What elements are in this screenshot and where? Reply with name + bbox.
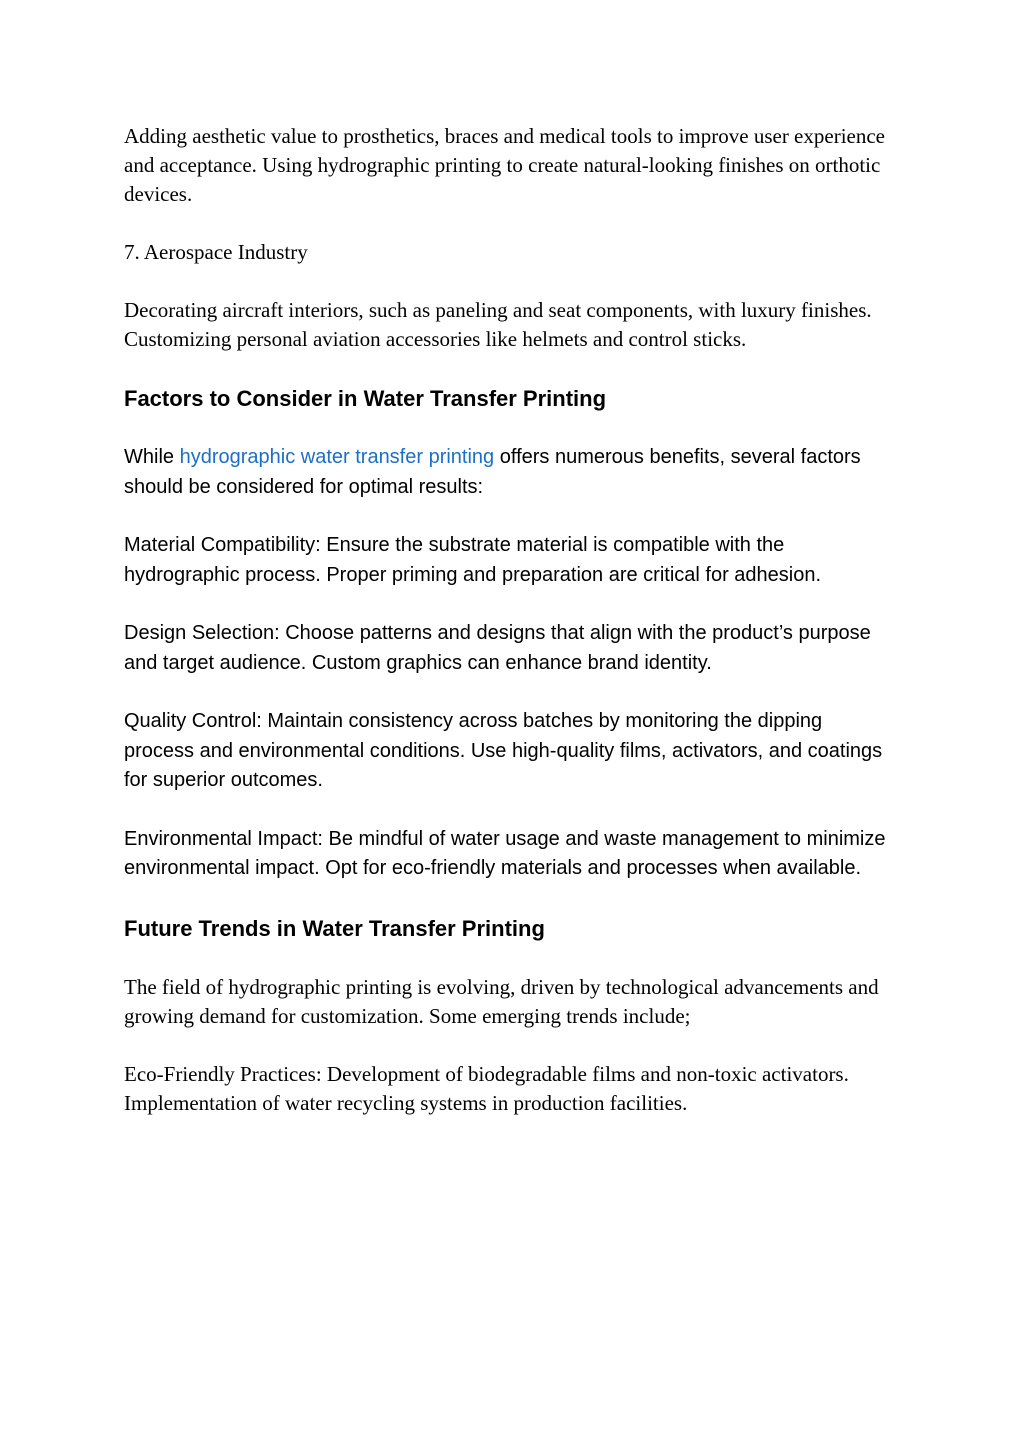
paragraph-factors-intro xyxy=(124,443,894,502)
intro-text-after: offers numerous benefits, several factors should be considered for optimal results: xyxy=(124,446,861,498)
paragraph-trends-intro: The field of hydrographic printing is evolving, driven by technological advancements and growing demand for customization. Some emerging trends include; xyxy=(124,974,879,1028)
list-item-aerospace: 7. Aerospace Industry xyxy=(124,240,308,264)
paragraph-quality-control: Quality Control: Maintain consistency across batches by monitoring the dipping process and environmental conditions. Use high-quality films, activators, and coatings for superior outcomes. xyxy=(124,710,883,791)
paragraph-eco-friendly: Eco-Friendly Practices: Development of biodegradable films and non-toxic activators. Implementation of water recycling systems in production facilities. xyxy=(124,1061,849,1115)
heading-future-trends: Future Trends in Water Transfer Printing xyxy=(124,915,545,941)
paragraph-environmental-impact: Environmental Impact: Be mindful of water usage and waste management to minimize environmental impact. Opt for eco-friendly materials and processes when available. xyxy=(124,827,886,879)
intro-text-before: While xyxy=(124,446,180,468)
heading-factors: Factors to Consider in Water Transfer Printing xyxy=(124,386,607,411)
document-page xyxy=(124,122,894,1118)
paragraph-material-compatibility: Material Compatibility: Ensure the substrate material is compatible with the hydrographic process. Proper priming and preparation are critical for adhesion. xyxy=(124,534,822,586)
hydrographic-printing-link[interactable]: hydrographic water transfer printing xyxy=(179,446,495,468)
paragraph-prosthetics: Adding aesthetic value to prosthetics, braces and medical tools to improve user experience and acceptance. Using hydrographic printing to create natural-looking finishes on orthotic devices. xyxy=(124,124,885,206)
paragraph-aerospace: Decorating aircraft interiors, such as paneling and seat components, with luxury finishes. Customizing personal aviation accessories like helmets and control sticks. xyxy=(124,298,872,351)
paragraph-design-selection: Design Selection: Choose patterns and designs that align with the product’s purpose and target audience. Custom graphics can enhance brand identity. xyxy=(124,622,871,674)
